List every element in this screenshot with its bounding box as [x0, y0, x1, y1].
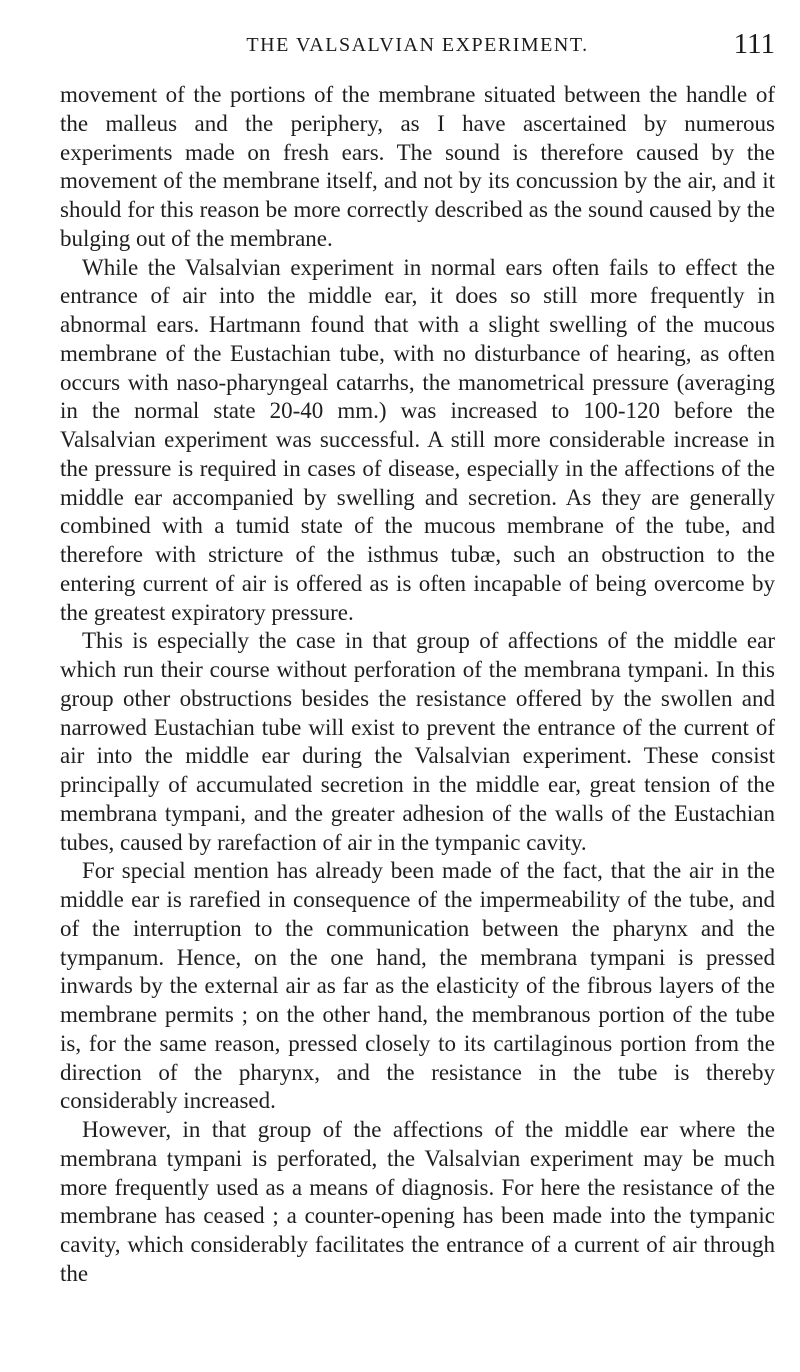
- page-number: 111: [733, 28, 775, 60]
- body-text: [60, 81, 775, 1289]
- paragraph-rarefied-air: For special mention has already been made of the fact, that the air in the middle ear is rarefied in consequence of the impermeability of the tube, and of the interruption to the communication between the pharynx and the tympanum. Hence, on the one hand, the membrana tympani is pressed inwards by the external air as far as the elasticity of the fibrous layers of the membrane permits ; on the other hand, the membranous portion of the tube is, for the same reason, pressed closely to its cartilaginous portion from the direction of the pharynx, and the resistance in the tube is thereby considerably increased.: [60, 858, 775, 1114]
- running-title: THE VALSALVIAN EXPERIMENT.: [246, 34, 589, 56]
- paragraph-valsalvian-failures: While the Valsalvian experiment in normal ears often fails to effect the entrance of air into the middle ear, it does so still more frequently in abnormal ears. Hartmann found that with a slight swelling of the mucous membrane of the Eustachian tube, with no disturbance of hearing, as often occurs with naso-pharyngeal catarrhs, the manometrical pressure (averaging in the normal state 20-40 mm.) was increased to 100-120 before the Valsalvian experiment was successful. A still more considerable increase in the pressure is required in cases of disease, especially in the affections of the middle ear accompanied by swelling and secretion. As they are generally combined with a tumid state of the mucous membrane of the tube, and therefore with stricture of the isthmus tubæ, such an obstruction to the entering current of air is offered as is often incapable of being overcome by the greatest expiratory pressure.: [60, 254, 775, 625]
- paragraph-perforated-group: However, in that group of the affections of the middle ear where the membrana tympani is perforated, the Valsalvian experiment may be much more frequently used as a means of diagnosis. For here the resistance of the membrane has ceased ; a counter-opening has been made into the tympanic cavity, which considerably facilitates the entrance of a current of air through the: [60, 1117, 775, 1286]
- running-head: [60, 28, 775, 68]
- paragraph-continuation: movement of the portions of the membrane situated between the handle of the malleus and the periphery, as I have ascertained by numerous experiments made on fresh ears. The sound is therefore caused by the movement of the membrane itself, and not by its concussion by the air, and it should for this reason be more correctly described as the sound caused by the bulging out of the membrane.: [60, 82, 775, 251]
- paragraph-non-perforated-group: This is especially the case in that group of affections of the middle ear which run their course without perforation of the membrana tympani. In this group other obstructions besides the resistance offered by the swollen and narrowed Eustachian tube will exist to prevent the entrance of the current of air into the middle ear during the Valsalvian experiment. These consist principally of accumulated secretion in the middle ear, great tension of the membrana tympani, and the greater adhesion of the walls of the Eustachian tubes, caused by rarefaction of air in the tympanic cavity.: [60, 628, 775, 855]
